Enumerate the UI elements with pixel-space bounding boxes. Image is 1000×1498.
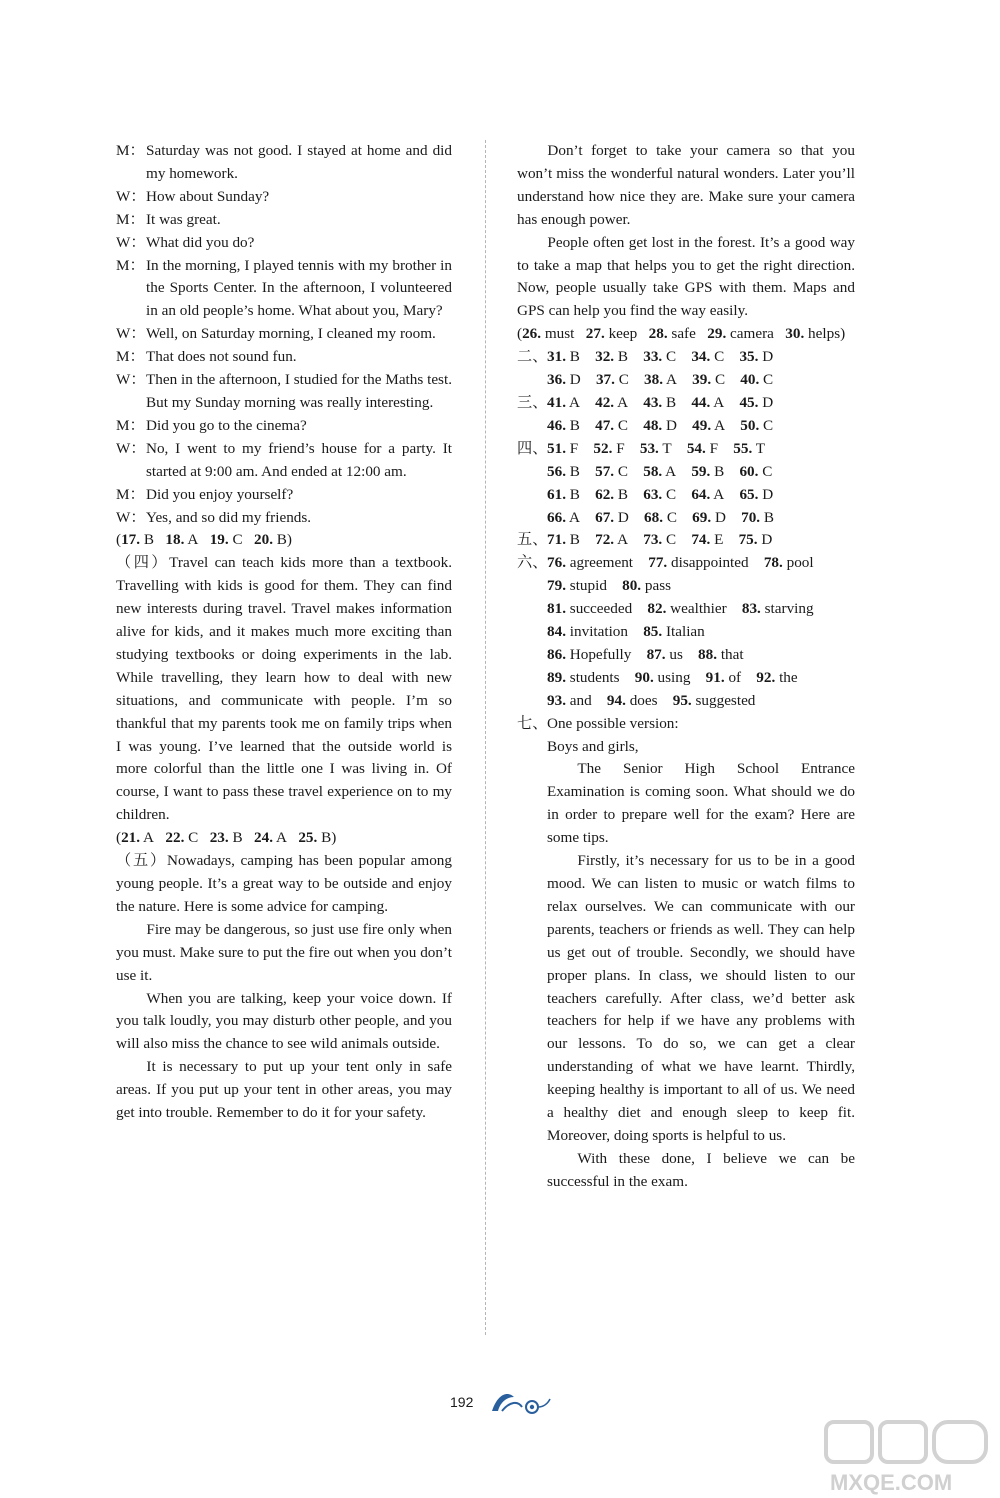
question-number: 91. xyxy=(705,668,725,686)
answer-value: C xyxy=(617,416,629,434)
answer-value: suggested xyxy=(695,691,756,709)
answer-value: A xyxy=(666,371,677,389)
question-number: 69. xyxy=(692,508,712,526)
answer-value: the xyxy=(779,668,798,686)
question-number: 88. xyxy=(698,645,718,663)
question-number: 55. xyxy=(733,439,753,457)
question-number: 35. xyxy=(739,348,759,366)
question-number: 42. xyxy=(595,393,615,411)
right-column xyxy=(517,140,855,1194)
answer-value: C xyxy=(666,508,677,526)
question-number: 61. xyxy=(547,485,566,503)
answer-value: B xyxy=(569,462,580,480)
answer-value: B xyxy=(276,531,287,549)
question-number: 80. xyxy=(622,577,642,595)
section-label-7: 七、 xyxy=(517,714,548,732)
question-number: 73. xyxy=(643,531,663,549)
answer-value: disappointed xyxy=(671,554,749,572)
answer-value: Hopefully xyxy=(569,645,632,663)
answer-value: students xyxy=(569,668,620,686)
answer-value: C xyxy=(763,371,774,389)
answer-value: B xyxy=(666,393,677,411)
answer-value: C xyxy=(666,485,677,503)
answer-value: C xyxy=(232,531,243,549)
question-number: 66. xyxy=(547,508,566,526)
answer-value: must xyxy=(544,325,575,343)
question-number: 72. xyxy=(595,531,615,549)
answer-value: A xyxy=(665,462,677,480)
question-number: 95. xyxy=(672,691,692,709)
dialogue-line xyxy=(116,484,452,507)
speaker-label: M： xyxy=(116,485,145,503)
dialogue-line xyxy=(116,140,452,186)
speaker-label: W： xyxy=(116,439,146,457)
answer-row xyxy=(517,598,855,621)
question-number: 59. xyxy=(691,462,711,480)
dialogue-text: Then in the afternoon, I studied for the Maths test. But my Sunday morning was really interesting. xyxy=(146,371,452,411)
speaker-label: W： xyxy=(116,371,146,389)
dialogue-line xyxy=(116,323,452,346)
answers-17-20: (17. B 18. A 19. C 20. B) xyxy=(116,531,292,549)
question-number: 94. xyxy=(606,691,626,709)
writing-section xyxy=(517,713,855,1194)
answer-value: succeeded xyxy=(569,600,633,618)
dialogue-line xyxy=(116,369,452,415)
answer-value: B xyxy=(617,348,629,366)
answer-value: A xyxy=(617,531,629,549)
question-number: 38. xyxy=(644,371,664,389)
dialogue-text: Yes, and so did my friends. xyxy=(146,508,312,526)
question-number: 18. xyxy=(165,531,185,549)
answer-value: B xyxy=(714,462,725,480)
answer-value: A xyxy=(568,393,580,411)
answer-value: D xyxy=(617,508,629,526)
answer-row xyxy=(517,415,855,438)
question-number: 44. xyxy=(691,393,711,411)
question-number: 19. xyxy=(209,531,229,549)
answer-value: B xyxy=(232,829,243,847)
question-number: 60. xyxy=(739,462,759,480)
question-number: 21. xyxy=(121,829,141,847)
answer-value: A xyxy=(714,416,726,434)
dialogue-text: Did you enjoy yourself? xyxy=(146,485,294,503)
question-number: 85. xyxy=(643,623,663,641)
question-number: 23. xyxy=(209,829,229,847)
answer-value: starving xyxy=(764,600,814,618)
answer-value: B xyxy=(143,531,154,549)
essay-greeting: Boys and girls, xyxy=(547,737,639,755)
answer-value: D xyxy=(761,531,773,549)
question-number: 32. xyxy=(595,348,615,366)
answers-26-30: (26. must 27. keep 28. safe 29. camera 30. helps) xyxy=(517,325,846,343)
answer-value: C xyxy=(666,531,677,549)
question-number: 71. xyxy=(547,531,566,549)
dialogue-text: Did you go to the cinema? xyxy=(146,416,307,434)
answer-value: us xyxy=(669,645,683,663)
question-number: 45. xyxy=(739,393,759,411)
essay-intro: One possible version: xyxy=(547,714,679,732)
speaker-label: W： xyxy=(116,233,146,251)
answer-value: D xyxy=(762,348,774,366)
left-column xyxy=(116,140,452,1125)
answer-value: T xyxy=(662,439,672,457)
answer-row xyxy=(517,392,855,415)
answer-value: pass xyxy=(644,577,672,595)
answer-value: pool xyxy=(786,554,814,572)
dialogue-text: In the morning, I played tennis with my brother in the Sports Center. In the afternoon, I volunteered in an old people’s home. What about you, Mary? xyxy=(146,256,452,320)
speaker-label: W： xyxy=(116,508,146,526)
question-number: 67. xyxy=(595,508,615,526)
answer-row xyxy=(517,461,855,484)
answer-value: that xyxy=(720,645,744,663)
question-number: 34. xyxy=(691,348,711,366)
essay-paragraph-3: With these done, I believe we can be successful in the exam. xyxy=(547,1149,855,1190)
answer-value: D xyxy=(762,393,774,411)
answer-value: B xyxy=(617,485,629,503)
question-number: 68. xyxy=(644,508,664,526)
question-number: 82. xyxy=(647,600,667,618)
passage-5-map: People often get lost in the forest. It’s a good way to take a map that helps you to get the right direction. Now, people usually take GPS with them. Maps and GPS can help you find the way easily. xyxy=(517,233,855,320)
question-number: 46. xyxy=(547,416,566,434)
section-label: 四、 xyxy=(517,439,548,457)
answer-row xyxy=(517,484,855,507)
dialogue-line xyxy=(116,255,452,324)
section-label: 六、 xyxy=(517,554,548,572)
answer-value: camera xyxy=(730,325,774,343)
section-label: 五、 xyxy=(517,531,548,549)
answer-value: D xyxy=(762,485,774,503)
dialogue-line xyxy=(116,186,452,209)
watermark-text: MXQE.COM xyxy=(830,1470,953,1495)
watermark-logo xyxy=(818,1416,998,1498)
section-label: 二、 xyxy=(517,348,548,366)
question-number: 48. xyxy=(643,416,663,434)
answer-value: A xyxy=(143,829,154,847)
answer-value: F xyxy=(709,439,719,457)
listening-dialogue xyxy=(116,140,452,529)
question-number: 92. xyxy=(756,668,776,686)
passage-5-intro: （五）Nowadays, camping has been popular among young people. It’s a great way to be outside and enjoy the nature. Here is some advice for camping. xyxy=(116,852,452,915)
answer-row xyxy=(517,438,855,461)
answer-value: C xyxy=(714,371,726,389)
question-number: 86. xyxy=(547,645,566,663)
question-number: 25. xyxy=(298,829,318,847)
question-number: 77. xyxy=(648,554,668,572)
question-number: 51. xyxy=(547,439,566,457)
answer-value: A xyxy=(275,829,287,847)
question-number: 84. xyxy=(547,623,566,641)
question-number: 70. xyxy=(741,508,761,526)
question-number: 28. xyxy=(648,325,668,343)
question-number: 83. xyxy=(741,600,761,618)
answer-value: C xyxy=(714,348,725,366)
answer-value: helps xyxy=(808,325,841,343)
speaker-label: M： xyxy=(116,348,145,366)
question-number: 90. xyxy=(634,668,654,686)
question-number: 76. xyxy=(547,554,566,572)
question-number: 40. xyxy=(740,371,760,389)
dialogue-text: How about Sunday? xyxy=(146,187,270,205)
passage-4: （四）Travel can teach kids more than a textbook. Travelling with kids is good for them. They can find new interests during travel. Travel makes information alive for kids, and it makes much more exciting than studying textbooks or doing experiments in the lab. While travelling, they learn how to deal with new situations, and communicate with people. I’m so thankful that my parents took me on family trips when I was young. I’ve learned that the outside world is more colorful than the little one I was living in. Of course, I want to pass these travel experience on to my children. xyxy=(116,554,452,824)
answer-value: stupid xyxy=(569,577,607,595)
dialogue-text: That does not sound fun. xyxy=(146,348,297,366)
answer-value: wealthier xyxy=(670,600,727,618)
essay-paragraph-1: The Senior High School Entrance Examination is coming soon. What should we do in order to prepare well for the exam? Here are some tips. xyxy=(547,760,855,847)
question-number: 78. xyxy=(763,554,783,572)
speaker-label: W： xyxy=(116,187,146,205)
question-number: 47. xyxy=(595,416,615,434)
answer-value: C xyxy=(762,462,773,480)
answer-row xyxy=(517,529,855,552)
question-number: 31. xyxy=(547,348,566,366)
essay-paragraph-2: Firstly, it’s necessary for us to be in a good mood. We can listen to music or watch films to relax ourselves. We can communicate with our parents, teachers or friends as well. They can help us get out of trouble. Secondly, we should have proper plans. In class, we should listen to our teachers carefully. After class, we’d better ask teachers for help if we have any problems with our lessons. To do so, we can get a clear understanding of what we have learnt. Thirdly, keeping healthy is important to all of us. We need a healthy diet and enough sleep to keep fit. Moreover, doing sports is helpful to us. xyxy=(547,852,855,1144)
answer-value: agreement xyxy=(569,554,634,572)
answer-value: C xyxy=(666,348,677,366)
answer-value: A xyxy=(187,531,199,549)
question-number: 74. xyxy=(691,531,711,549)
question-number: 49. xyxy=(692,416,712,434)
dialogue-line xyxy=(116,209,452,232)
answer-row xyxy=(517,644,855,667)
question-number: 17. xyxy=(121,531,141,549)
passage-5-camera: Don’t forget to take your camera so that you won’t miss the wonderful natural wonders. Later you’ll understand how nice they are. Make sure your camera has enough power. xyxy=(517,142,855,228)
speaker-label: M： xyxy=(116,210,145,228)
answer-value: B xyxy=(321,829,332,847)
answer-value: A xyxy=(568,508,580,526)
answer-value: C xyxy=(763,416,774,434)
question-number: 62. xyxy=(595,485,615,503)
question-number: 52. xyxy=(593,439,613,457)
dialogue-text: Saturday was not good. I stayed at home and did my homework. xyxy=(146,142,452,182)
answer-row xyxy=(517,690,855,713)
answer-row xyxy=(517,369,855,392)
question-number: 64. xyxy=(691,485,711,503)
speaker-label: M： xyxy=(116,142,145,159)
answer-value: C xyxy=(188,829,199,847)
dialogue-line xyxy=(116,438,452,484)
answer-value: B xyxy=(569,348,580,366)
dialogue-line xyxy=(116,415,452,438)
question-number: 89. xyxy=(547,668,566,686)
answer-value: safe xyxy=(671,325,696,343)
answer-value: A xyxy=(713,393,725,411)
answer-value: Italian xyxy=(665,623,705,641)
dialogue-text: What did you do? xyxy=(146,233,255,251)
answer-value: invitation xyxy=(569,623,628,641)
question-number: 75. xyxy=(738,531,758,549)
answer-row xyxy=(517,667,855,690)
section-label: 三、 xyxy=(517,393,548,411)
question-number: 33. xyxy=(643,348,663,366)
leaf-swirl-icon xyxy=(488,1389,558,1415)
answer-value: D xyxy=(666,416,677,434)
answer-sections xyxy=(517,346,855,713)
answers-21-25: (21. A 22. C 23. B 24. A 25. B) xyxy=(116,829,337,847)
answer-value: B xyxy=(569,416,580,434)
question-number: 54. xyxy=(686,439,706,457)
question-number: 79. xyxy=(547,577,566,595)
answer-row xyxy=(517,507,855,530)
question-number: 43. xyxy=(643,393,663,411)
answer-value: D xyxy=(569,371,581,389)
question-number: 22. xyxy=(165,829,185,847)
answer-value: T xyxy=(755,439,766,457)
passage-5-voice: When you are talking, keep your voice down. If you talk loudly, you may disturb other people, and you will also miss the chance to see wild animals outside. xyxy=(116,989,452,1053)
answer-value: A xyxy=(713,485,725,503)
question-number: 20. xyxy=(254,531,273,549)
page-number: 192 xyxy=(450,1394,474,1410)
question-number: 81. xyxy=(547,600,566,618)
question-number: 63. xyxy=(643,485,663,503)
answer-row xyxy=(517,346,855,369)
dialogue-text: Well, on Saturday morning, I cleaned my room. xyxy=(146,325,436,343)
question-number: 93. xyxy=(547,691,566,709)
dialogue-line xyxy=(116,232,452,255)
speaker-label: W： xyxy=(116,325,146,343)
question-number: 57. xyxy=(595,462,615,480)
question-number: 24. xyxy=(254,829,273,847)
answer-value: F xyxy=(569,439,579,457)
dialogue-line xyxy=(116,346,452,369)
speaker-label: M： xyxy=(116,416,145,434)
answer-value: E xyxy=(714,531,724,549)
answer-row xyxy=(517,552,855,575)
question-number: 29. xyxy=(707,325,727,343)
answer-value: B xyxy=(763,508,775,526)
answer-value: does xyxy=(629,691,658,709)
answer-row xyxy=(517,621,855,644)
answer-value: using xyxy=(657,668,691,686)
question-number: 37. xyxy=(595,371,615,389)
answer-value: F xyxy=(616,439,625,457)
answer-value: B xyxy=(569,485,580,503)
question-number: 58. xyxy=(643,462,663,480)
answer-value: D xyxy=(714,508,726,526)
speaker-label: M： xyxy=(116,256,145,274)
answer-value: and xyxy=(569,691,592,709)
answer-row xyxy=(517,575,855,598)
column-divider xyxy=(485,140,486,1335)
answer-value: keep xyxy=(608,325,638,343)
dialogue-line xyxy=(116,507,452,530)
passage-5-fire: Fire may be dangerous, so just use fire only when you must. Make sure to put the fire out when you don’t use it. xyxy=(116,920,452,984)
answer-value: A xyxy=(617,393,629,411)
dialogue-text: It was great. xyxy=(146,210,221,228)
answer-value: B xyxy=(569,531,580,549)
question-number: 65. xyxy=(739,485,759,503)
question-number: 53. xyxy=(639,439,659,457)
question-number: 26. xyxy=(522,325,542,343)
passage-5-tent: It is necessary to put up your tent only in safe areas. If you put up your tent in other areas, you may get into trouble. Remember to do it for your safety. xyxy=(116,1058,452,1122)
question-number: 36. xyxy=(547,371,566,389)
question-number: 56. xyxy=(547,462,566,480)
question-number: 39. xyxy=(692,371,712,389)
dialogue-text: No, I went to my friend’s house for a party. It started at 9:00 am. And ended at 12:00 am. xyxy=(146,439,452,480)
question-number: 30. xyxy=(785,325,805,343)
question-number: 87. xyxy=(646,645,666,663)
answer-value: C xyxy=(617,462,629,480)
question-number: 27. xyxy=(585,325,605,343)
question-number: 41. xyxy=(547,393,566,411)
question-number: 50. xyxy=(740,416,760,434)
answer-value: of xyxy=(728,668,742,686)
answer-value: C xyxy=(618,371,629,389)
